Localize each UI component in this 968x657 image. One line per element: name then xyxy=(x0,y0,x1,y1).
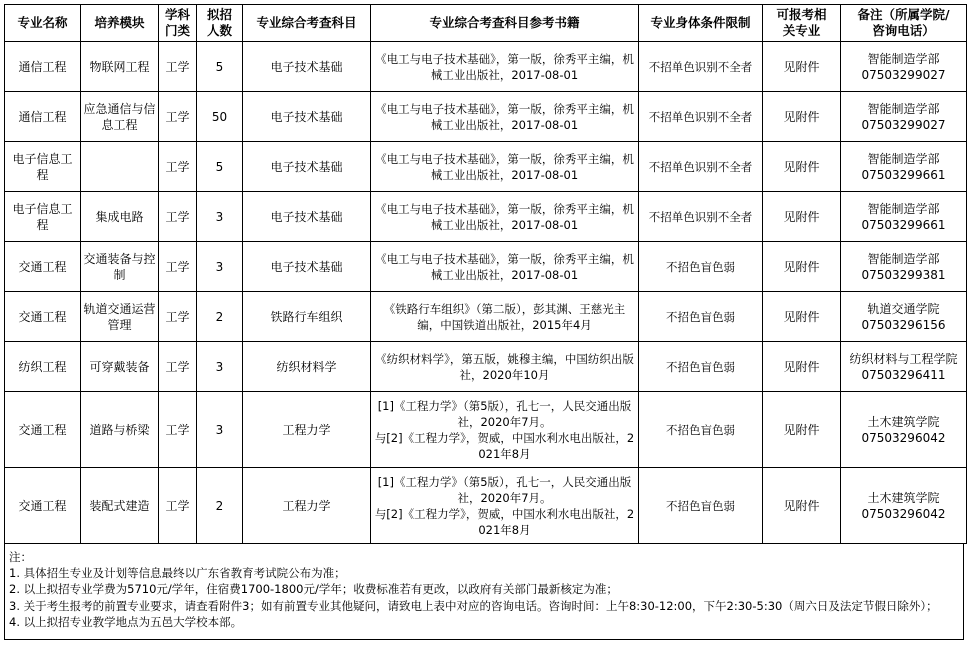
header-category: 学科 门类 xyxy=(159,5,197,42)
header-books: 专业综合考查科目参考书籍 xyxy=(371,5,639,42)
cell-major: 交通工程 xyxy=(5,392,81,468)
cell-category: 工学 xyxy=(159,142,197,192)
cell-related: 见附件 xyxy=(763,242,841,292)
cell-module: 交通装备与控制 xyxy=(81,242,159,292)
cell-books: 《电工与电子技术基础》，第一版，徐秀平主编，机械工业出版社，2017-08-01 xyxy=(371,242,639,292)
cell-quota: 2 xyxy=(197,468,243,544)
cell-books: 《电工与电子技术基础》，第一版，徐秀平主编，机械工业出版社，2017-08-01 xyxy=(371,92,639,142)
cell-module: 可穿戴装备 xyxy=(81,342,159,392)
cell-module: 轨道交通运营管理 xyxy=(81,292,159,342)
cell-physical: 不招色盲色弱 xyxy=(639,468,763,544)
cell-category: 工学 xyxy=(159,342,197,392)
header-physical: 专业身体条件限制 xyxy=(639,5,763,42)
cell-physical: 不招单色识别不全者 xyxy=(639,92,763,142)
cell-subject: 工程力学 xyxy=(243,468,371,544)
header-quota: 拟招 人数 xyxy=(197,5,243,42)
cell-remark: 智能制造学部 07503299027 xyxy=(841,42,967,92)
cell-subject: 工程力学 xyxy=(243,392,371,468)
cell-remark: 轨道交通学院 07503296156 xyxy=(841,292,967,342)
cell-related: 见附件 xyxy=(763,142,841,192)
cell-major: 通信工程 xyxy=(5,92,81,142)
cell-remark: 智能制造学部 07503299027 xyxy=(841,92,967,142)
cell-module: 装配式建造 xyxy=(81,468,159,544)
cell-books: 《电工与电子技术基础》，第一版，徐秀平主编，机械工业出版社，2017-08-01 xyxy=(371,192,639,242)
header-module: 培养模块 xyxy=(81,5,159,42)
cell-module: 道路与桥梁 xyxy=(81,392,159,468)
cell-subject: 纺织材料学 xyxy=(243,342,371,392)
cell-related: 见附件 xyxy=(763,392,841,468)
table-row xyxy=(5,292,967,342)
cell-subject: 铁路行车组织 xyxy=(243,292,371,342)
cell-subject: 电子技术基础 xyxy=(243,142,371,192)
cell-physical: 不招单色识别不全者 xyxy=(639,192,763,242)
cell-remark: 智能制造学部 07503299661 xyxy=(841,192,967,242)
header-related: 可报考相 关专业 xyxy=(763,5,841,42)
cell-subject: 电子技术基础 xyxy=(243,192,371,242)
table-row xyxy=(5,468,967,544)
note-item: 2. 以上拟招专业学费为5710元/学年，住宿费1700-1800元/学年；收费标准若有更改，以政府有关部门最新核定为准； xyxy=(9,582,618,597)
notes-heading: 注： xyxy=(9,550,32,564)
cell-physical: 不招色盲色弱 xyxy=(639,342,763,392)
cell-related: 见附件 xyxy=(763,192,841,242)
cell-major: 交通工程 xyxy=(5,292,81,342)
cell-related: 见附件 xyxy=(763,342,841,392)
cell-related: 见附件 xyxy=(763,42,841,92)
cell-related: 见附件 xyxy=(763,292,841,342)
cell-subject: 电子技术基础 xyxy=(243,92,371,142)
cell-quota: 50 xyxy=(197,92,243,142)
cell-module: 集成电路 xyxy=(81,192,159,242)
cell-quota: 2 xyxy=(197,292,243,342)
header-remark: 备注（所属学院/ 咨询电话） xyxy=(841,5,967,42)
cell-related: 见附件 xyxy=(763,468,841,544)
cell-module: 应急通信与信息工程 xyxy=(81,92,159,142)
cell-module xyxy=(81,142,159,192)
cell-remark: 纺织材料与工程学院 07503296411 xyxy=(841,342,967,392)
table-row xyxy=(5,142,967,192)
cell-physical: 不招色盲色弱 xyxy=(639,242,763,292)
note-item: 1. 具体招生专业及计划等信息最终以广东省教育考试院公布为准； xyxy=(9,566,346,581)
cell-category: 工学 xyxy=(159,92,197,142)
cell-category: 工学 xyxy=(159,242,197,292)
cell-physical: 不招色盲色弱 xyxy=(639,392,763,468)
table-row xyxy=(5,392,967,468)
cell-physical: 不招单色识别不全者 xyxy=(639,142,763,192)
table-header-row xyxy=(5,5,967,42)
cell-books: [1]《工程力学》（第5版），孔七一，人民交通出版社，2020年7月。 与[2]《工程力学》，贺威，中国水利水电出版社，2021年8月 xyxy=(371,468,639,544)
cell-quota: 5 xyxy=(197,42,243,92)
cell-major: 通信工程 xyxy=(5,42,81,92)
cell-major: 交通工程 xyxy=(5,242,81,292)
table-row xyxy=(5,242,967,292)
header-subject: 专业综合考查科目 xyxy=(243,5,371,42)
table-row xyxy=(5,42,967,92)
cell-quota: 3 xyxy=(197,392,243,468)
table-row xyxy=(5,92,967,142)
cell-quota: 3 xyxy=(197,192,243,242)
cell-remark: 智能制造学部 07503299381 xyxy=(841,242,967,292)
cell-remark: 土木建筑学院 07503296042 xyxy=(841,468,967,544)
cell-remark: 土木建筑学院 07503296042 xyxy=(841,392,967,468)
cell-major: 电子信息工程 xyxy=(5,192,81,242)
notes-section xyxy=(4,544,964,640)
cell-remark: 智能制造学部 07503299661 xyxy=(841,142,967,192)
cell-major: 纺织工程 xyxy=(5,342,81,392)
cell-subject: 电子技术基础 xyxy=(243,242,371,292)
note-item: 4. 以上拟招专业教学地点为五邑大学校本部。 xyxy=(9,614,243,629)
cell-major: 交通工程 xyxy=(5,468,81,544)
cell-books: 《电工与电子技术基础》，第一版，徐秀平主编，机械工业出版社，2017-08-01 xyxy=(371,142,639,192)
cell-category: 工学 xyxy=(159,468,197,544)
cell-books: [1]《工程力学》（第5版），孔七一，人民交通出版社，2020年7月。 与[2]《工程力学》，贺威，中国水利水电出版社，2021年8月 xyxy=(371,392,639,468)
cell-books: 《纺织材料学》，第五版，姚穆主编，中国纺织出版社，2020年10月 xyxy=(371,342,639,392)
cell-books: 《铁路行车组织》（第二版），彭其渊、王慈光主编，中国铁道出版社，2015年4月 xyxy=(371,292,639,342)
cell-quota: 3 xyxy=(197,342,243,392)
cell-physical: 不招色盲色弱 xyxy=(639,292,763,342)
cell-category: 工学 xyxy=(159,292,197,342)
header-major: 专业名称 xyxy=(5,5,81,42)
cell-quota: 3 xyxy=(197,242,243,292)
cell-subject: 电子技术基础 xyxy=(243,42,371,92)
admissions-table xyxy=(4,4,967,544)
cell-major: 电子信息工程 xyxy=(5,142,81,192)
table-row xyxy=(5,192,967,242)
cell-category: 工学 xyxy=(159,392,197,468)
cell-quota: 5 xyxy=(197,142,243,192)
cell-category: 工学 xyxy=(159,192,197,242)
cell-module: 物联网工程 xyxy=(81,42,159,92)
cell-physical: 不招单色识别不全者 xyxy=(639,42,763,92)
cell-category: 工学 xyxy=(159,42,197,92)
note-item: 3. 关于考生报考的前置专业要求，请查看附件3；如有前置专业其他疑问，请致电上表中对应的咨询电话。咨询时间：上午8:30-12:00，下午2:30-5:30（周六日及法定节假日除外）； xyxy=(9,598,938,613)
cell-books: 《电工与电子技术基础》，第一版，徐秀平主编，机械工业出版社，2017-08-01 xyxy=(371,42,639,92)
admissions-page xyxy=(4,4,966,640)
cell-related: 见附件 xyxy=(763,92,841,142)
table-row xyxy=(5,342,967,392)
